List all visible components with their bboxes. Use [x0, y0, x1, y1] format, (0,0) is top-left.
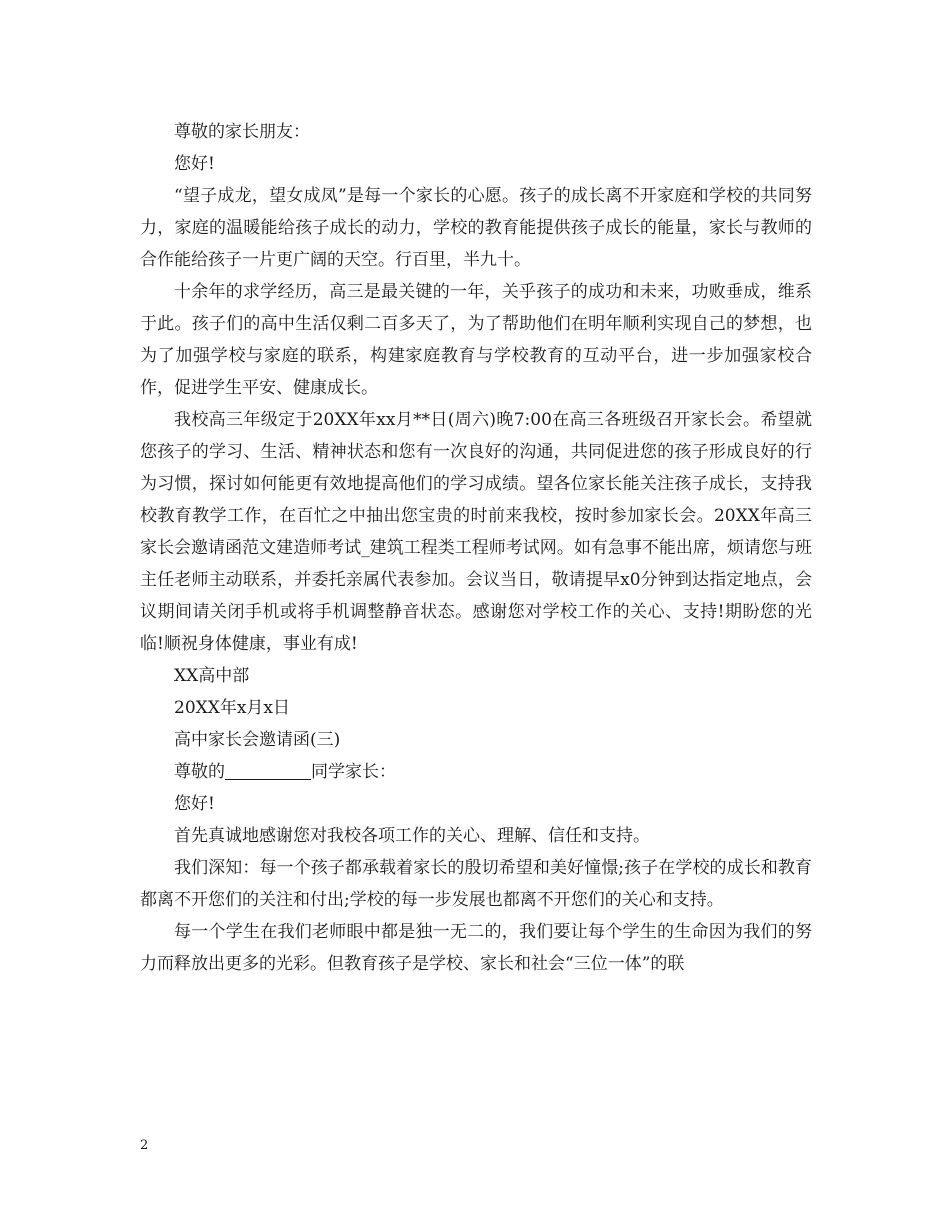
paragraph-wish: “望子成龙，望女成凤”是每一个家长的心愿。孩子的成长离不开家庭和学校的共同努力，家庭的温暖能给孩子成长的动力，学校的教育能提供孩子成长的能量，家长与教师的合作能给孩子一片更广阔的天空。行百里，半九十。 — [140, 186, 812, 270]
section-title: 高中家长会邀请函(三) — [174, 730, 341, 750]
paragraph-meeting-notice: 我校高三年级定于20XX年xx月**日(周六)晚7:00在高三各班级召开家长会。希望就您孩子的学习、生活、精神状态和您有一次良好的沟通，共同促进您的孩子形成良好的行为习惯，探讨如何能更有效地提高他们的学习成绩。望各位家长能关注孩子成长，支持我校教育教学工作，在百忙之中抽出您宝贵的时前来我校，按时参加家长会。20XX年高三家长会邀请函范文建造师考试_建筑工程类工程师考试网。如有急事不能出席，烦请您与班主任老师主动联系，并委托亲属代表参加。会议当日，敬请提早x0分钟到达指定地点，会议期间请关闭手机或将手机调整静音状态。感谢您对学校工作的关心、支持!期盼您的光临!顺祝身体健康，事业有成! — [140, 410, 812, 654]
salutation-prefix: 尊敬的 — [174, 762, 225, 782]
signature-school: XX高中部 — [174, 666, 250, 686]
paragraph-senior-year: 十余年的求学经历，高三是最关键的一年，关乎孩子的成功和未来，功败垂成，维系于此。孩子们的高中生活仅剩二百多天了，为了帮助他们在明年顺利实现自己的梦想，也为了加强学校与家庭的联系，构建家庭教育与学校教育的互动平台，进一步加强家校合作，促进学生平安、健康成长。 — [140, 282, 812, 398]
name-blank — [225, 761, 311, 780]
salutation-suffix: 同学家长： — [311, 762, 396, 782]
page-number: 2 — [140, 1138, 149, 1153]
paragraph-thanks: 首先真诚地感谢您对我校各项工作的关心、理解、信任和支持。 — [174, 826, 650, 846]
hello-line: 您好! — [174, 154, 215, 174]
greeting-line: 尊敬的家长朋友： — [174, 122, 310, 142]
signature-date: 20XX年x月x日 — [174, 698, 291, 718]
document-body — [140, 116, 812, 980]
salutation-line — [140, 756, 812, 788]
paragraph-each-student: 每一个学生在我们老师眼中都是独一无二的，我们要让每个学生的生命因为我们的努力而释放出更多的光彩。但教育孩子是学校、家长和社会“三位一体”的联 — [140, 922, 812, 974]
hello-line-2: 您好! — [174, 794, 215, 814]
paragraph-we-know: 我们深知：每一个孩子都承载着家长的殷切希望和美好憧憬;孩子在学校的成长和教育都离不开您们的关注和付出;学校的每一步发展也都离不开您们的关心和支持。 — [140, 858, 812, 910]
